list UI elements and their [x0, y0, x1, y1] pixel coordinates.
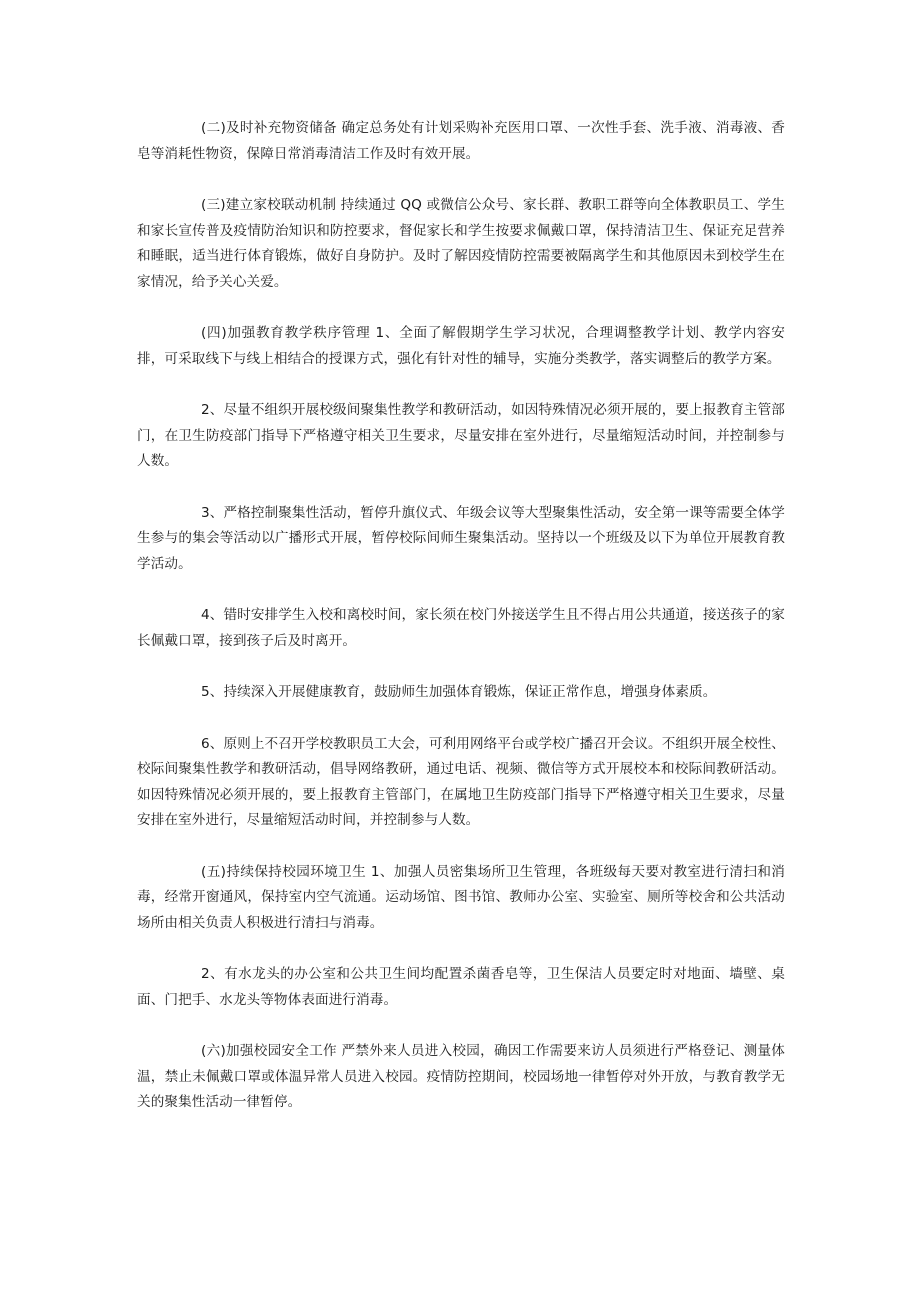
paragraph-item-2: 2、尽量不组织开展校级间聚集性教学和教研活动，如因特殊情况必须开展的，要上报教育主管部门，在卫生防疫部门指导下严格遵守相关卫生要求，尽量安排在室外进行，尽量缩短活动时间，并控制参与人数。: [137, 402, 785, 469]
document-body: [137, 116, 785, 1142]
paragraph-item-3: 3、严格控制聚集性活动，暂停升旗仪式、年级会议等大型聚集性活动，安全第一课等需要全体学生参与的集会等活动以广播形式开展，暂停校际间师生聚集活动。坚持以一个班级及以下为单位开展教育教学活动。: [137, 504, 785, 572]
paragraph-supplies: (二)及时补充物资储备 确定总务处有计划采购补充医用口罩、一次性手套、洗手液、消毒液、香皂等消耗性物资，保障日常消毒清洁工作及时有效开展。: [137, 120, 785, 162]
paragraph-hygiene-item-2: 2、有水龙头的办公室和公共卫生间均配置杀菌香皂等，卫生保洁人员要定时对地面、墙壁、桌面、门把手、水龙头等物体表面进行消毒。: [137, 966, 785, 1008]
paragraph-item-6: 6、原则上不召开学校教职员工大会，可利用网络平台或学校广播召开会议。不组织开展全校性、校际间聚集性教学和教研活动，倡导网络教研，通过电话、视频、微信等方式开展校本和校际间教研活动。如因特殊情况必须开展的，要上报教育主管部门，在属地卫生防疫部门指导下严格遵守相关卫生要求，尽量安排在室外进行，尽量缩短活动时间，并控制参与人数。: [137, 735, 785, 828]
paragraph-item-5: 5、持续深入开展健康教育，鼓励师生加强体育锻炼，保证正常作息，增强身体素质。: [201, 684, 717, 700]
paragraph-teaching-order: (四)加强教育教学秩序管理 1、全面了解假期学生学习状况，合理调整教学计划、教学内容安排，可采取线下与线上相结合的授课方式，强化有针对性的辅导，实施分类教学，落实调整后的教学方案。: [137, 325, 785, 367]
paragraph-hygiene: (五)持续保持校园环境卫生 1、加强人员密集场所卫生管理，各班级每天要对教室进行清扫和消毒，经常开窗通风，保持室内空气流通。运动场馆、图书馆、教师办公室、实验室、厕所等校舍和公共活动场所由相关负责人积极进行清扫与消毒。: [137, 863, 785, 931]
paragraph-home-school: (三)建立家校联动机制 持续通过 QQ 或微信公众号、家长群、教职工群等向全体教职员工、学生和家长宣传普及疫情防治知识和防控要求，督促家长和学生按要求佩戴口罩，保持清洁卫生、保证充足营养和睡眠，适当进行体育锻炼，做好自身防护。及时了解因疫情防控需要被隔离学生和其他原因未到校学生在家情况，给予关心关爱。: [137, 197, 785, 290]
paragraph-item-4: 4、错时安排学生入校和离校时间，家长须在校门外接送学生且不得占用公共通道，接送孩子的家长佩戴口罩，接到孩子后及时离开。: [137, 607, 785, 649]
paragraph-safety: (六)加强校园安全工作 严禁外来人员进入校园，确因工作需要来访人员须进行严格登记、测量体温，禁止未佩戴口罩或体温异常人员进入校园。疫情防控期间，校园场地一律暂停对外开放，与教育教学无关的聚集性活动一律暂停。: [137, 1043, 785, 1110]
